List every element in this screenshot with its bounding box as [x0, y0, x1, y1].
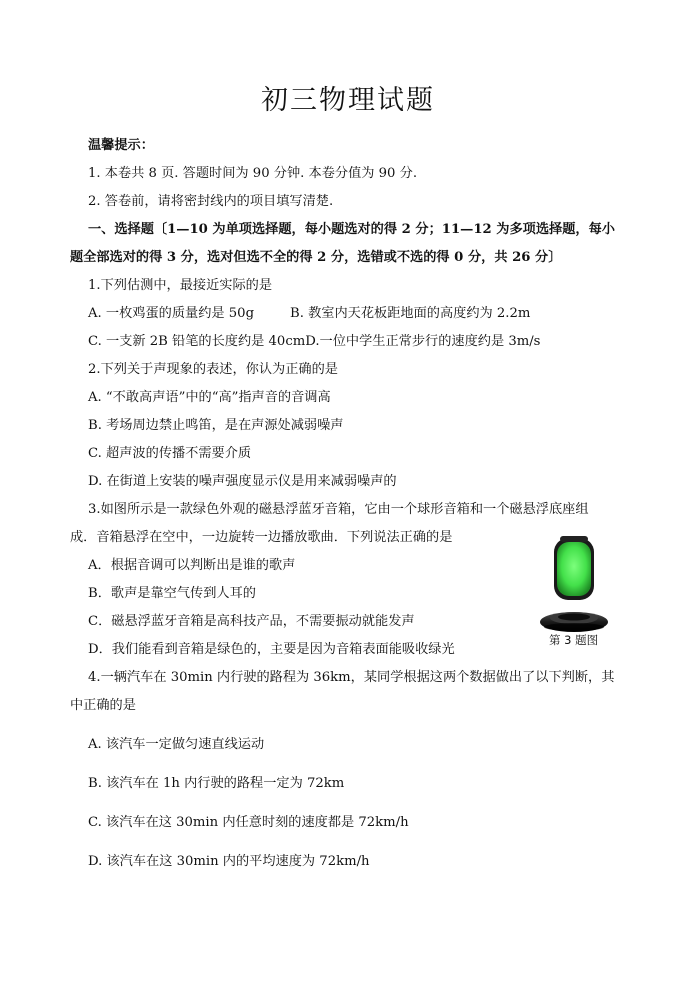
- option-d: D．我们能看到音箱是绿色的，主要是因为音箱表面能吸收绿光: [88, 642, 455, 657]
- tip-item: 2. 答卷前，请将密封线内的项目填写清楚.: [88, 194, 334, 209]
- question-4-stem-cont: 中正确的是: [70, 698, 136, 713]
- option-d: D. 在街道上安装的噪声强度显示仪是用来减弱噪声的: [88, 474, 397, 489]
- option-a: A．根据音调可以判断出是谁的歌声: [88, 558, 296, 573]
- tips-heading: 温馨提示：: [88, 138, 154, 153]
- section-heading-cont: 题全部选对的得 3 分，选对但选不全的得 2 分，选错或不选的得 0 分，共 26 分〕: [70, 250, 562, 265]
- speaker-ball: [554, 536, 594, 600]
- option-d: D. 该汽车在这 30min 内的平均速度为 72km/h: [88, 854, 370, 869]
- question-1-options-ab: [88, 305, 530, 323]
- question-3-stem: 3.如图所示是一款绿色外观的磁悬浮蓝牙音箱，它由一个球形音箱和一个磁悬浮底座组: [88, 502, 589, 517]
- option-c: C. 一支新 2B 铅笔的长度约是 40cm: [88, 334, 306, 349]
- question-2-stem: 2.下列关于声现象的表述，你认为正确的是: [88, 362, 338, 377]
- option-a: A. 该汽车一定做匀速直线运动: [88, 737, 265, 752]
- question-1-stem: 1.下列估测中，最接近实际的是: [88, 278, 273, 293]
- option-b: B. 考场周边禁止鸣笛，是在声源处减弱噪声: [88, 418, 344, 433]
- option-c: C. 该汽车在这 30min 内任意时刻的速度都是 72km/h: [88, 815, 409, 830]
- question-3-stem-cont: 成．音箱悬浮在空中，一边旋转一边播放歌曲．下列说法正确的是: [70, 530, 453, 545]
- levitation-base: [540, 612, 608, 632]
- option-c: C．磁悬浮蓝牙音箱是高科技产品，不需要振动就能发声: [88, 614, 415, 629]
- option-d: D.一位中学生正常步行的速度约是 3m/s: [305, 334, 541, 349]
- option-b: B．歌声是靠空气传到人耳的: [88, 586, 256, 601]
- option-b: B. 教室内天花板距地面的高度约为 2.2m: [290, 306, 531, 321]
- option-a: A. 一枚鸡蛋的质量约是 50g: [88, 306, 255, 321]
- question-4-stem: 4.一辆汽车在 30min 内行驶的路程为 36km，某同学根据这两个数据做出了以下判断，其: [88, 670, 615, 685]
- option-b: B. 该汽车在 1h 内行驶的路程一定为 72km: [88, 776, 345, 791]
- question-1-options-cd: [88, 333, 540, 351]
- section-heading: 一、选择题〔1—10 为单项选择题，每小题选对的得 2 分；11—12 为多项选择题，每小: [88, 222, 615, 237]
- tip-item: 1. 本卷共 8 页. 答题时间为 90 分钟. 本卷分值为 90 分.: [88, 166, 418, 181]
- page-title: 初三物理试题: [261, 85, 435, 116]
- figure-caption: 第 3 题图: [549, 633, 599, 647]
- option-c: C. 超声波的传播不需要介质: [88, 446, 252, 461]
- option-a: A. “不敢高声语”中的“高”指声音的音调高: [88, 390, 331, 405]
